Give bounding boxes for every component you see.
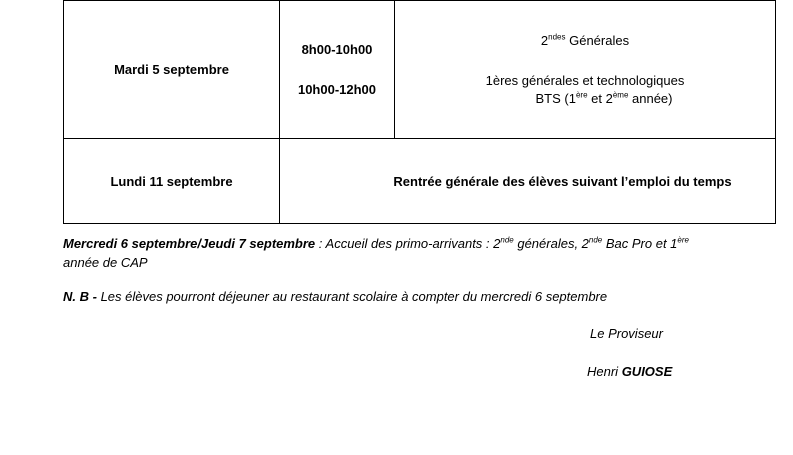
day-cell: [64, 139, 280, 224]
day-cell: [64, 1, 280, 139]
time-slot-1: 8h00-10h00: [301, 41, 373, 57]
signature-title: Le Proviseur: [590, 326, 663, 341]
class-line-3: BTS (1ère et 2ème année): [535, 90, 673, 106]
note-primo-arrivants: Mercredi 6 septembre/Jeudi 7 septembre : Accueil des primo-arrivants : 2nde générales, 2nde Bac Pro et 1ère année de CAP: [63, 235, 689, 270]
day-label: Lundi 11 septembre: [110, 173, 233, 189]
event-label: Rentrée générale des élèves suivant l’emploi du temps: [393, 173, 732, 189]
table-row: [64, 1, 776, 139]
class-line-1: $2^{ndes}$ Générales: [540, 32, 630, 48]
event-cell: [280, 139, 776, 224]
classes-cell: [395, 1, 776, 139]
time-slot-2: 10h00-12h00: [297, 81, 377, 97]
time-cell: [280, 1, 395, 139]
class-line-2: 1ères générales et technologiques: [485, 72, 685, 88]
schedule-table: [63, 0, 776, 224]
note-restaurant: N. B - Les élèves pourront déjeuner au restaurant scolaire à compter du mercredi 6 septembre: [63, 289, 608, 304]
day-label: Mardi 5 septembre: [114, 62, 229, 77]
table-row: [64, 139, 776, 224]
signature-name: Henri GUIOSE: [587, 364, 673, 379]
